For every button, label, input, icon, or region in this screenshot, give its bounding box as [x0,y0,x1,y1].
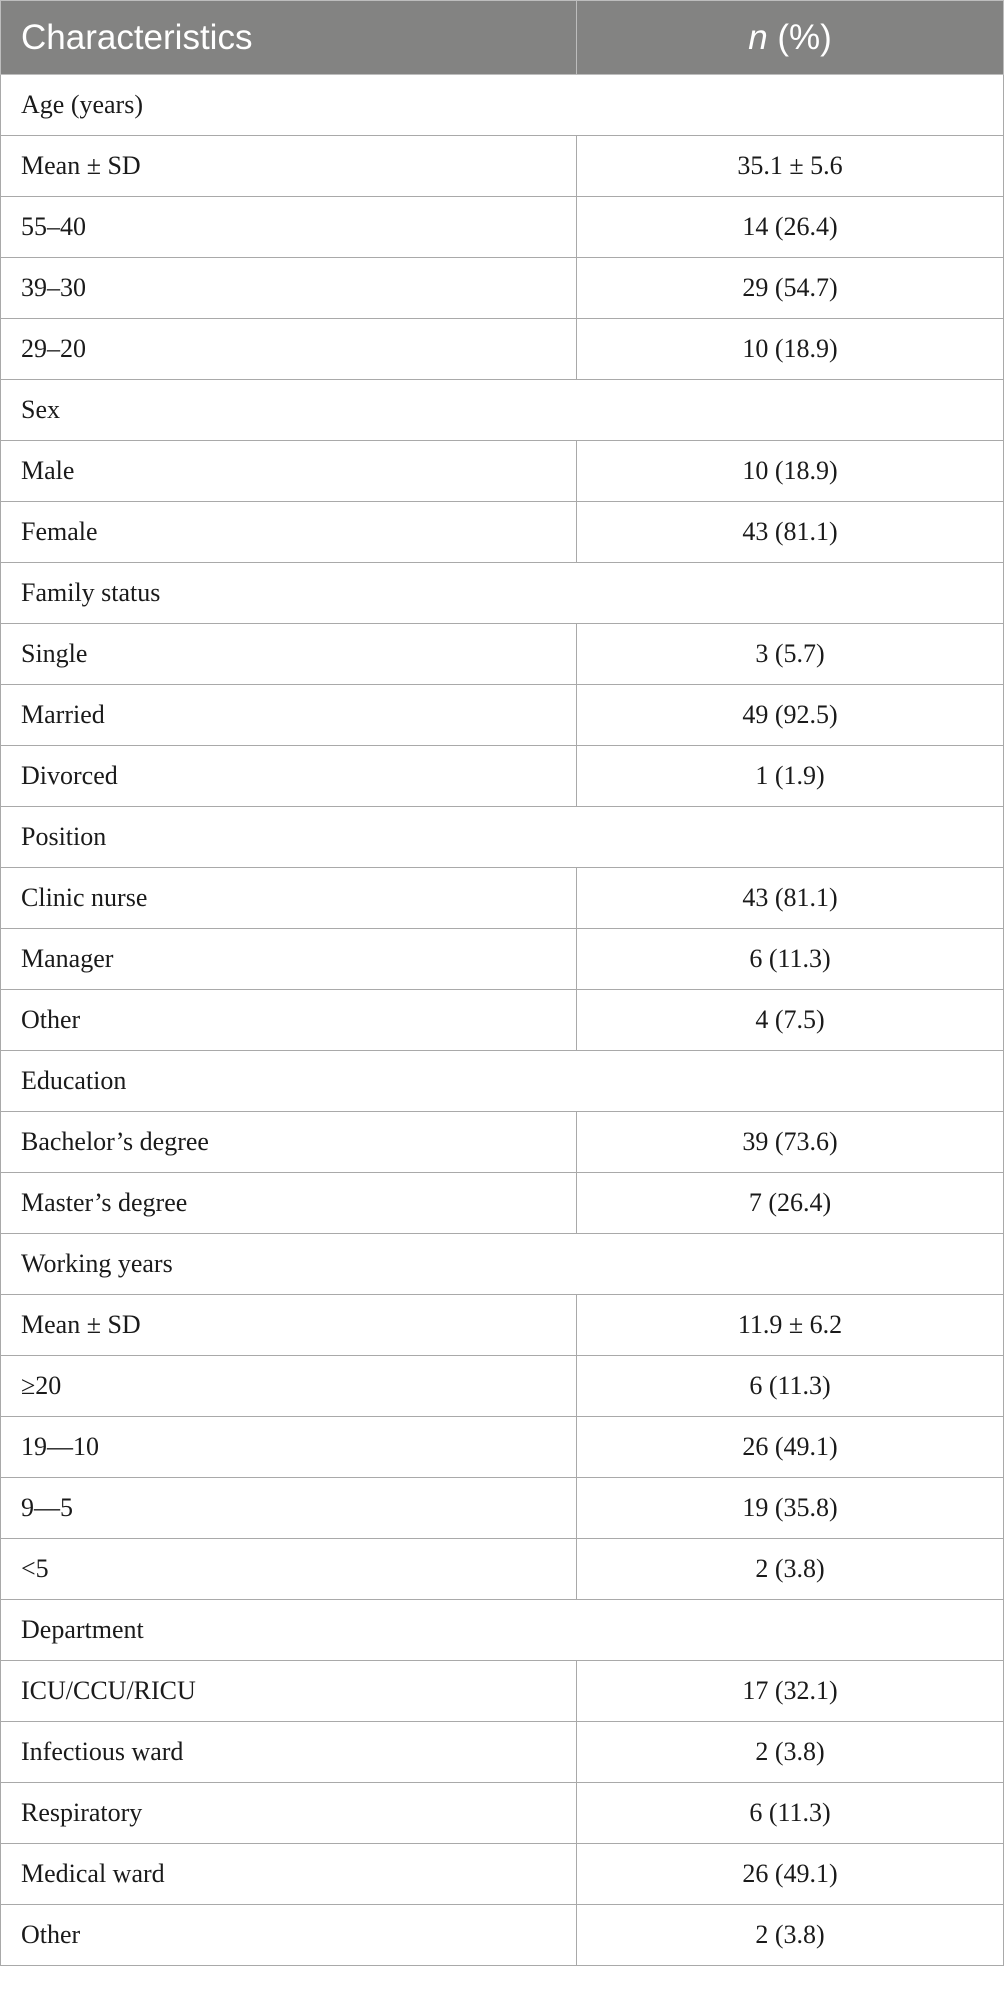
table-row [1,1417,1004,1478]
row-value: 39 (73.6) [577,1112,1004,1173]
table-row [1,685,1004,746]
table-row [1,1905,1004,1966]
header-n-percent [577,1,1004,75]
row-value: 4 (7.5) [577,990,1004,1051]
row-value: 2 (3.8) [577,1905,1004,1966]
row-value: 2 (3.8) [577,1539,1004,1600]
table-header-row [1,1,1004,75]
row-label: Married [1,685,577,746]
table-row [1,1844,1004,1905]
row-label: Divorced [1,746,577,807]
table-section-row [1,1600,1004,1661]
table-row [1,502,1004,563]
row-value: 35.1 ± 5.6 [577,136,1004,197]
row-label: 19—10 [1,1417,577,1478]
section-label: Position [1,807,1004,868]
table-row [1,319,1004,380]
header-characteristics: Characteristics [1,1,577,75]
section-label: Family status [1,563,1004,624]
table-section-row [1,75,1004,136]
row-label: <5 [1,1539,577,1600]
row-label: Single [1,624,577,685]
table-body [1,75,1004,1966]
row-value: 1 (1.9) [577,746,1004,807]
table-row [1,441,1004,502]
section-label: Sex [1,380,1004,441]
row-label: 55–40 [1,197,577,258]
row-value: 43 (81.1) [577,868,1004,929]
table-section-row [1,380,1004,441]
row-label: Mean ± SD [1,1295,577,1356]
row-value: 6 (11.3) [577,1356,1004,1417]
row-value: 14 (26.4) [577,197,1004,258]
table-row [1,1722,1004,1783]
row-label: Clinic nurse [1,868,577,929]
table-row [1,929,1004,990]
row-value: 49 (92.5) [577,685,1004,746]
table-row [1,624,1004,685]
row-label: Female [1,502,577,563]
row-label: Manager [1,929,577,990]
table-section-row [1,1234,1004,1295]
row-value: 6 (11.3) [577,1783,1004,1844]
row-value: 17 (32.1) [577,1661,1004,1722]
table-row [1,746,1004,807]
row-label: ≥20 [1,1356,577,1417]
row-value: 7 (26.4) [577,1173,1004,1234]
table-row [1,1783,1004,1844]
row-value: 11.9 ± 6.2 [577,1295,1004,1356]
section-label: Working years [1,1234,1004,1295]
table-row [1,1173,1004,1234]
table-section-row [1,563,1004,624]
row-value: 26 (49.1) [577,1417,1004,1478]
table-section-row [1,807,1004,868]
table-section-row [1,1051,1004,1112]
row-value: 2 (3.8) [577,1722,1004,1783]
row-label: Infectious ward [1,1722,577,1783]
row-label: 39–30 [1,258,577,319]
row-label: Other [1,990,577,1051]
table-row [1,868,1004,929]
row-label: 29–20 [1,319,577,380]
table-row [1,197,1004,258]
header-percent: (%) [767,17,832,57]
row-label: Mean ± SD [1,136,577,197]
row-value: 10 (18.9) [577,441,1004,502]
row-label: Bachelor’s degree [1,1112,577,1173]
row-value: 6 (11.3) [577,929,1004,990]
table-row [1,1478,1004,1539]
table-row [1,990,1004,1051]
header-n-italic: n [748,17,768,57]
row-label: 9—5 [1,1478,577,1539]
row-label: Master’s degree [1,1173,577,1234]
table-row [1,1112,1004,1173]
table-row [1,1661,1004,1722]
row-label: ICU/CCU/RICU [1,1661,577,1722]
row-label: Other [1,1905,577,1966]
table-row [1,136,1004,197]
row-value: 19 (35.8) [577,1478,1004,1539]
row-value: 3 (5.7) [577,624,1004,685]
section-label: Age (years) [1,75,1004,136]
section-label: Education [1,1051,1004,1112]
section-label: Department [1,1600,1004,1661]
table-row [1,1539,1004,1600]
row-value: 29 (54.7) [577,258,1004,319]
row-value: 26 (49.1) [577,1844,1004,1905]
row-value: 10 (18.9) [577,319,1004,380]
table-row [1,1295,1004,1356]
table-row [1,1356,1004,1417]
row-value: 43 (81.1) [577,502,1004,563]
row-label: Male [1,441,577,502]
table-row [1,258,1004,319]
row-label: Respiratory [1,1783,577,1844]
row-label: Medical ward [1,1844,577,1905]
